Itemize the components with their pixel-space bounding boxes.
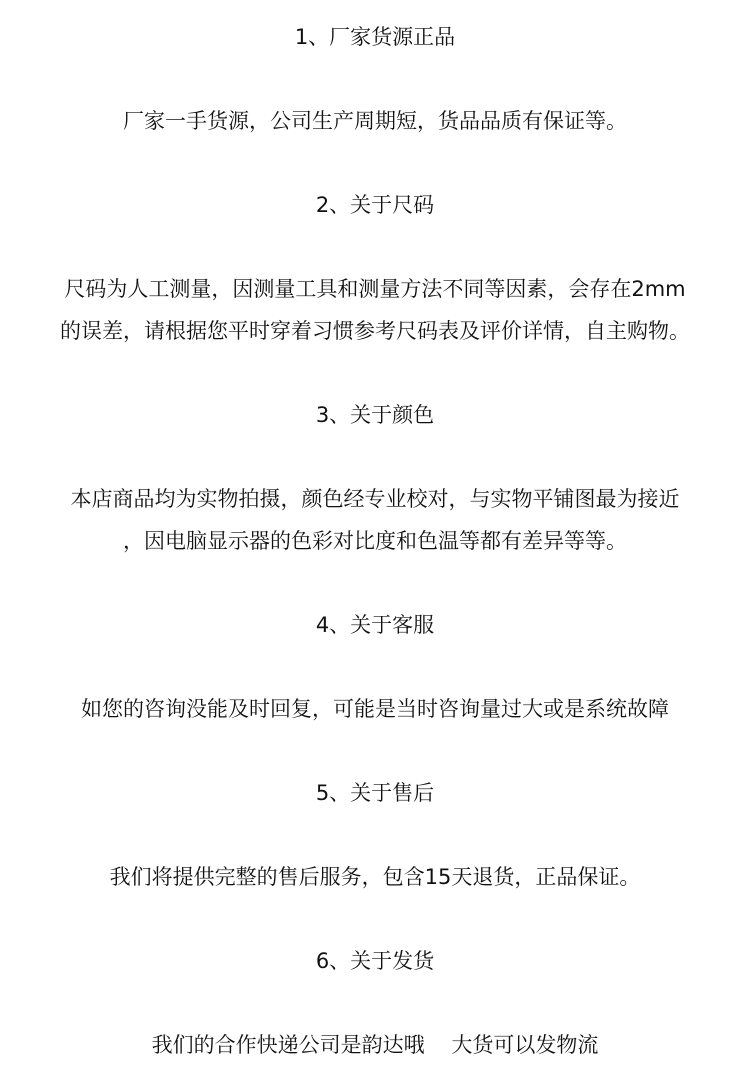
section-3-heading: 3、关于颜色 [315, 403, 435, 427]
section-5-heading: 5、关于售后 [315, 781, 435, 805]
section-6-heading: 6、关于发货 [315, 949, 435, 973]
section-4-text: 如您的咨询没能及时回复，可能是当时咨询量过大或是系统故障 [81, 697, 669, 721]
section-6-text: 我们的合作快递公司是韵达哦 大货可以发物流 [151, 1033, 599, 1057]
section-1-text: 厂家一手货源，公司生产周期短，货品品质有保证等。 [123, 109, 627, 133]
section-1-heading: 1、厂家货源正品 [294, 25, 456, 49]
section-4-heading: 4、关于客服 [315, 613, 435, 637]
section-3-text-line-1: 本店商品均为实物拍摄，颜色经专业校对，与实物平铺图最为接近 [70, 487, 680, 511]
section-2-text-line-2: 的误差，请根据您平时穿着习惯参考尺码表及评价详情，自主购物。 [60, 319, 690, 343]
section-3-text-line-2: ，因电脑显示器的色彩对比度和色温等都有差异等等。 [123, 529, 627, 553]
section-2-text-line-1: 尺码为人工测量，因测量工具和测量方法不同等因素，会存在2mm [64, 277, 686, 301]
section-5-text: 我们将提供完整的售后服务，包含15天退货，正品保证。 [109, 865, 641, 889]
section-2-heading: 2、关于尺码 [315, 193, 435, 217]
